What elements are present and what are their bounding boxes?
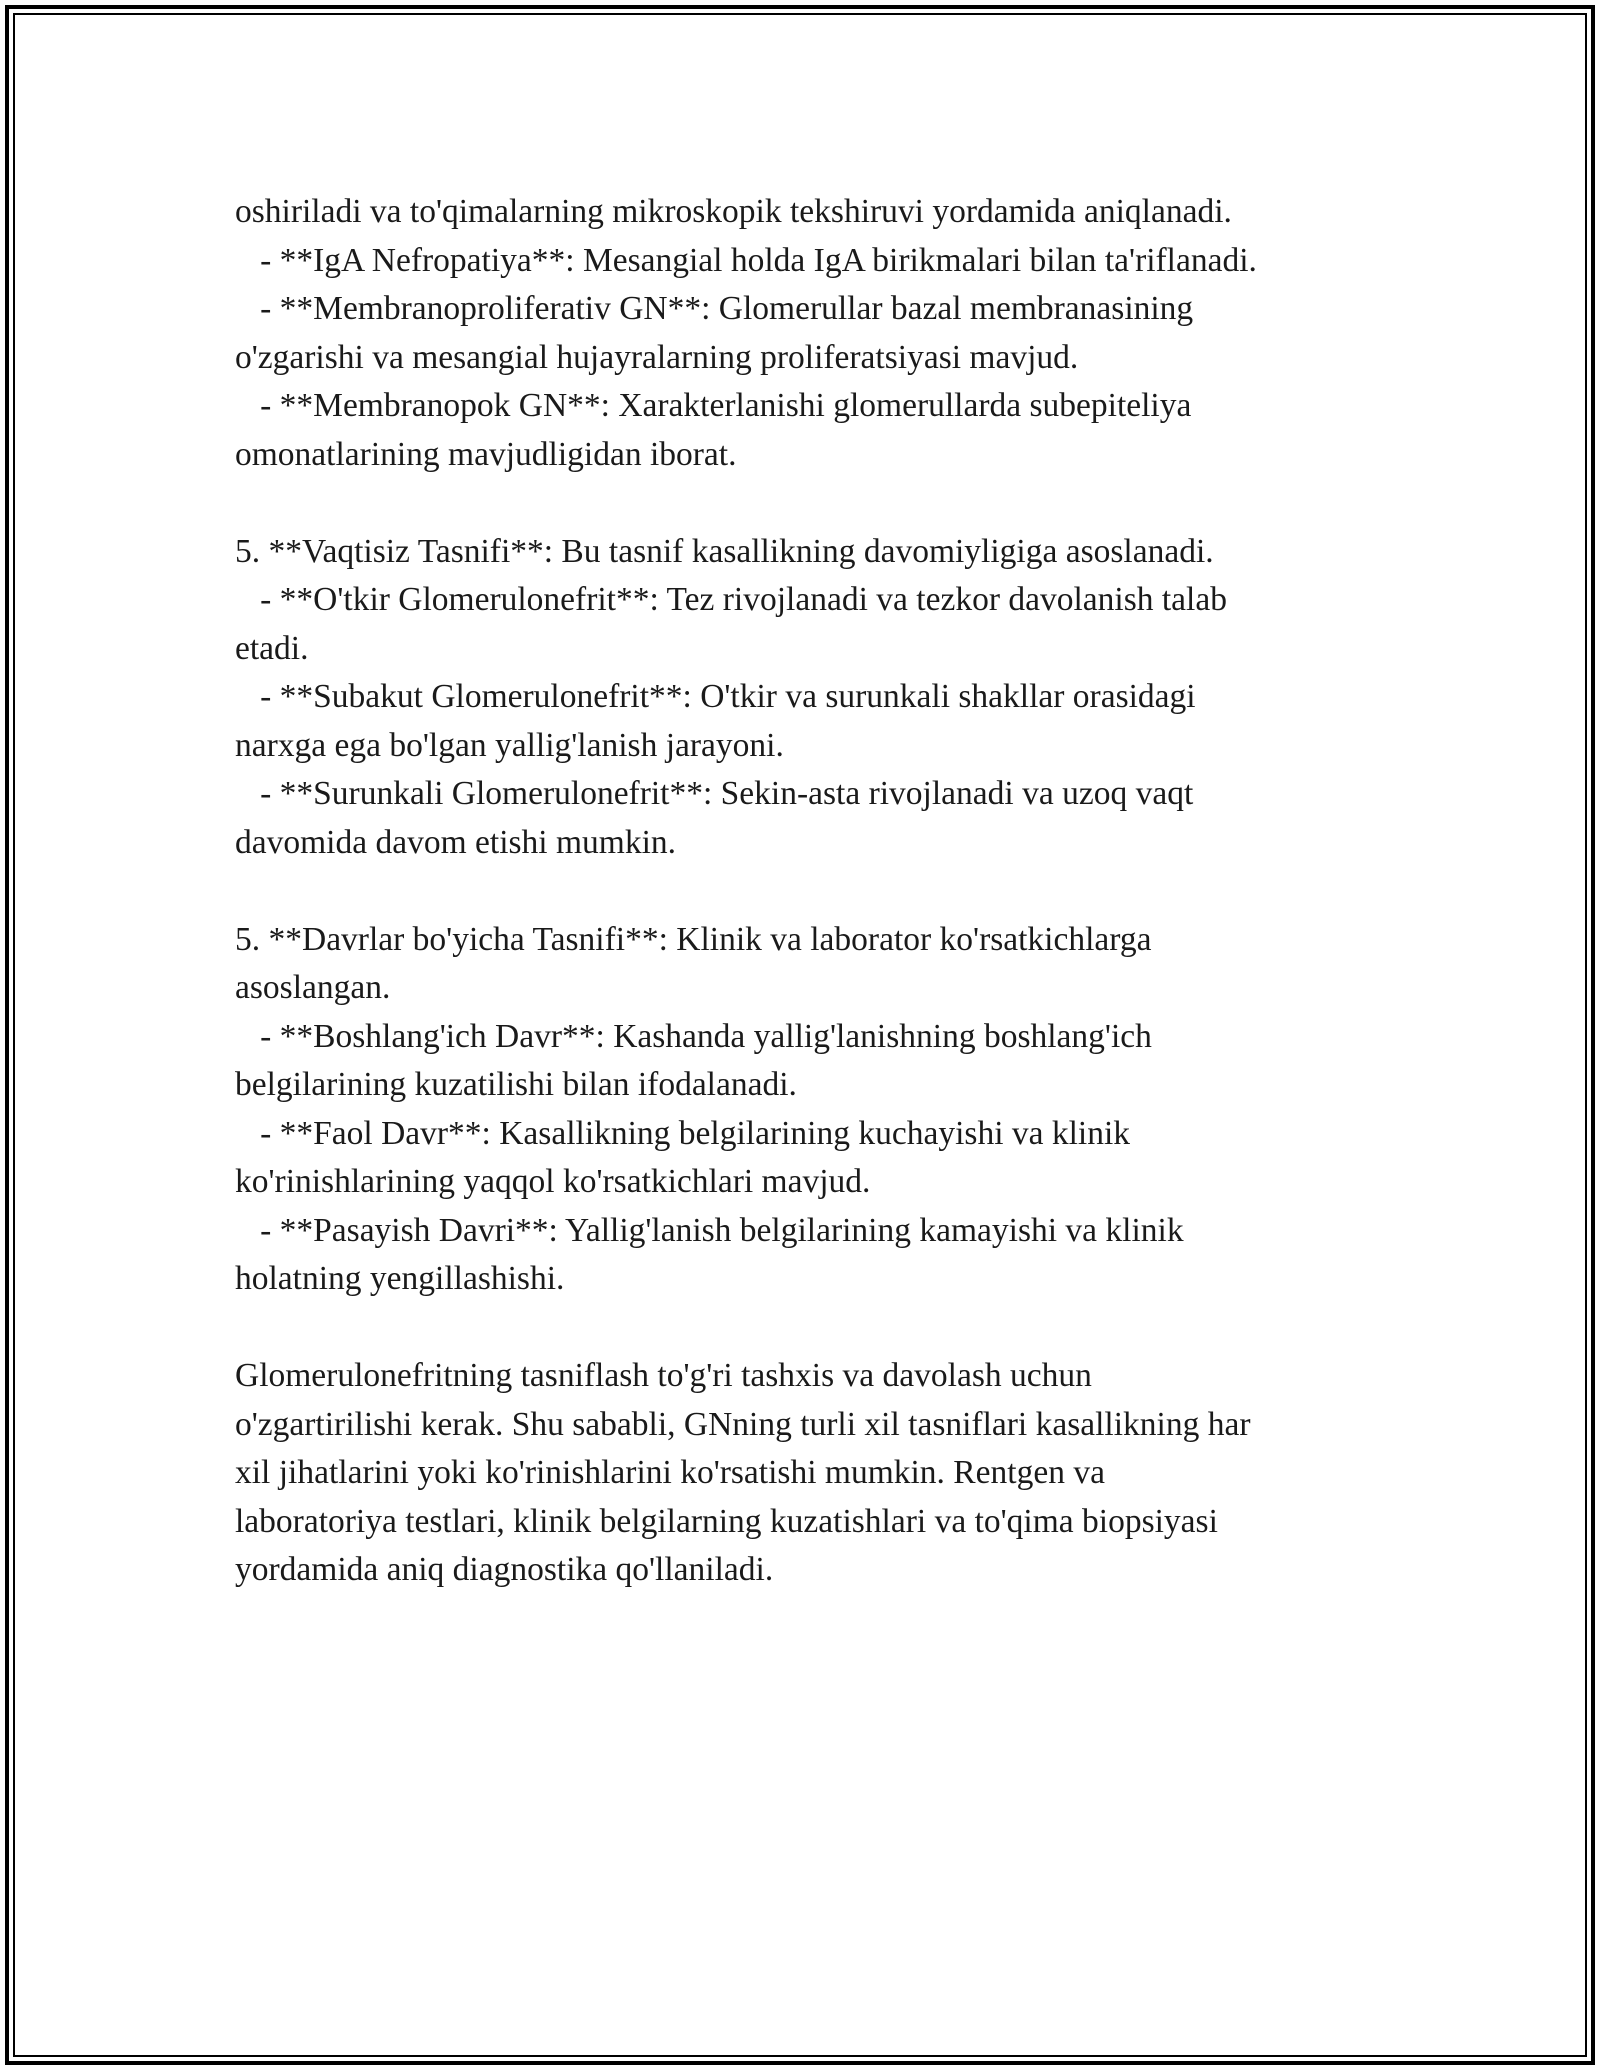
text-line: - **Membranopok GN**: Xarakterlanishi glomerullarda subepiteliya bbox=[235, 387, 1192, 424]
text-line: laboratoriya testlari, klinik belgilarning kuzatishlari va to'qima biopsiyasi bbox=[235, 1502, 1218, 1540]
text-line: 5. **Davrlar bo'yicha Tasnifi**: Klinik va laborator ko'rsatkichlarga bbox=[235, 920, 1152, 958]
text-line: o'zgartirilishi kerak. Shu sababli, GNning turli xil tasniflari kasallikning har bbox=[235, 1405, 1251, 1443]
text-line: omonatlarining mavjudligidan iborat. bbox=[235, 435, 737, 473]
text-line: - **O'tkir Glomerulonefrit**: Tez rivojlanadi va tezkor davolanish talab bbox=[235, 581, 1227, 618]
text-line: narxga ega bo'lgan yallig'lanish jarayoni. bbox=[235, 726, 784, 764]
text-line: - **Faol Davr**: Kasallikning belgilarining kuchayishi va klinik bbox=[235, 1114, 1131, 1152]
text-line: 5. **Vaqtisiz Tasnifi**: Bu tasnif kasallikning davomiyligiga asoslanadi. bbox=[235, 532, 1214, 570]
text-line: oshiriladi va to'qimalarning mikroskopik tekshiruvi yordamida aniqlanadi. bbox=[235, 193, 1232, 230]
text-line: - **Surunkali Glomerulonefrit**: Sekin-asta rivojlanadi va uzoq vaqt bbox=[235, 775, 1194, 812]
text-line: holatning yengillashishi. bbox=[235, 1260, 565, 1297]
text-line: - **Membranoproliferativ GN**: Glomerullar bazal membranasining bbox=[235, 290, 1194, 327]
text-line: o'zgarishi va mesangial hujayralarning proliferatsiyasi mavjud. bbox=[235, 338, 1079, 376]
text-line: - **Pasayish Davri**: Yallig'lanish belgilarining kamayishi va klinik bbox=[235, 1211, 1184, 1249]
text-line: Glomerulonefritning tasniflash to'g'ri tashxis va davolash uchun bbox=[235, 1357, 1092, 1394]
text-line: - **IgA Nefropatiya**: Mesangial holda IgA birikmalari bilan ta'riflanadi. bbox=[235, 241, 1257, 279]
text-line: ko'rinishlarining yaqqol ko'rsatkichlari mavjud. bbox=[235, 1163, 871, 1200]
paragraph-gap bbox=[235, 867, 1385, 916]
text-line: xil jihatlarini yoki ko'rinishlarini ko'rsatishi mumkin. Rentgen va bbox=[235, 1454, 1105, 1491]
text-line: yordamida aniq diagnostika qo'llaniladi. bbox=[235, 1551, 774, 1588]
document-body bbox=[235, 188, 1385, 1595]
text-line: belgilarining kuzatilishi bilan ifodalanadi. bbox=[235, 1066, 797, 1103]
paragraph-gap bbox=[235, 1304, 1385, 1353]
text-line: davomida davom etishi mumkin. bbox=[235, 823, 677, 861]
text-line: etadi. bbox=[235, 629, 309, 667]
text-line: - **Subakut Glomerulonefrit**: O'tkir va surunkali shakllar orasidagi bbox=[235, 678, 1196, 715]
text-line: - **Boshlang'ich Davr**: Kashanda yallig'lanishning boshlang'ich bbox=[235, 1017, 1152, 1055]
text-line: asoslangan. bbox=[235, 969, 391, 1006]
paragraph-gap bbox=[235, 479, 1385, 528]
